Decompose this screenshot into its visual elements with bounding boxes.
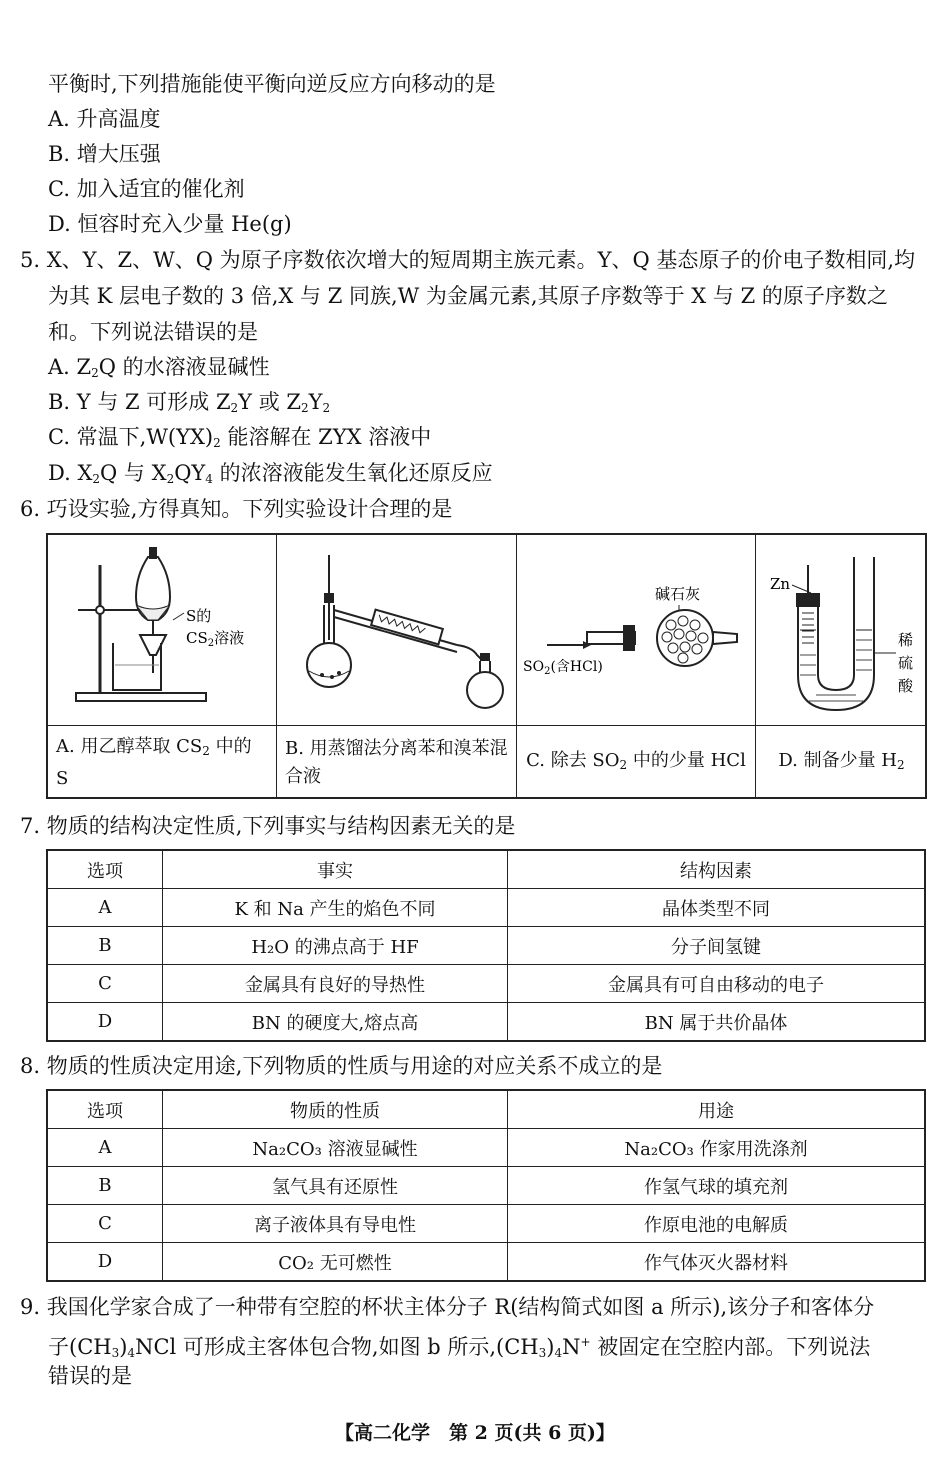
cell: BN 的硬度大,熔点高	[163, 1003, 508, 1042]
label-soda-lime: 碱石灰	[655, 585, 701, 603]
distillation-diagram	[277, 535, 517, 725]
drying-tube-diagram	[517, 535, 756, 725]
header-property: 物质的性质	[163, 1090, 508, 1129]
label-zn: Zn	[770, 575, 791, 593]
cell: BN 属于共价晶体	[508, 1003, 926, 1042]
q5-option-c: C. 常温下$,W(YX)_2$ 能溶解在 ZYX 溶液中	[48, 425, 432, 450]
header-structure: 结构因素	[508, 850, 926, 889]
cell: 分子间氢键	[508, 927, 926, 965]
caption-a: A. 用乙醇萃取 $CS_2$ 中的 S	[48, 725, 277, 799]
q9-stem-line1: 9. 我国化学家合成了一种带有空腔的杯状主体分子 R(结构简式如图 a 所示),该分子和客体分	[20, 1295, 875, 1319]
q5-option-b: B. Y 与 Z 可形成 $Z_2Y$ 或 $Z_2Y_2$	[48, 390, 331, 415]
cell: 金属具有可自由移动的电子	[508, 965, 926, 1003]
cell: H₂O 的沸点高于 HF	[163, 927, 508, 965]
apparatus-d-cell	[756, 535, 927, 725]
apparatus-c-cell	[517, 535, 756, 725]
table-row	[47, 1129, 925, 1167]
table-header-row	[47, 1090, 925, 1129]
separatory-funnel-diagram	[48, 535, 277, 725]
q7-table	[46, 849, 926, 1042]
cell: C	[47, 1205, 163, 1243]
cell: 作气体灭火器材料	[508, 1243, 926, 1282]
label-dilute: 稀	[898, 631, 914, 649]
table-row	[47, 1003, 925, 1042]
cell: Na₂CO₃ 溶液显碱性	[163, 1129, 508, 1167]
header-option: 选项	[47, 850, 163, 889]
cell: 离子液体具有导电性	[163, 1205, 508, 1243]
q8-table	[46, 1089, 926, 1282]
cell: A	[47, 889, 163, 927]
cell: Na₂CO₃ 作家用洗涤剂	[508, 1129, 926, 1167]
cell: CO₂ 无可燃性	[163, 1243, 508, 1282]
label-cs2-solution: $CS_2$溶液	[186, 629, 245, 649]
caption-d: D. 制备少量 $H_2$	[756, 725, 927, 799]
q5-option-a: A. $Z_2Q$ 的水溶液显碱性	[48, 355, 270, 380]
u-tube-diagram	[756, 535, 927, 725]
cell: 作氢气球的填充剂	[508, 1167, 926, 1205]
q5-stem-line1: 5. X、Y、Z、W、Q 为原子序数依次增大的短周期主族元素。Y、Q 基态原子的价电子数相同,均	[20, 248, 916, 272]
table-row	[47, 1205, 925, 1243]
table-row	[47, 1243, 925, 1282]
cell: D	[47, 1003, 163, 1042]
caption-c: C. 除去 $SO_2$ 中的少量 HCl	[517, 725, 756, 799]
cell: K 和 Na 产生的焰色不同	[163, 889, 508, 927]
table-row	[47, 927, 925, 965]
q6-apparatus-table	[46, 533, 927, 799]
cell: 金属具有良好的导热性	[163, 965, 508, 1003]
q4-option-a: A. 升高温度	[48, 107, 161, 131]
q8-stem: 8. 物质的性质决定用途,下列物质的性质与用途的对应关系不成立的是	[20, 1054, 663, 1078]
q5-stem-line3: 和。下列说法错误的是	[48, 320, 258, 344]
q4-stem: 平衡时,下列措施能使平衡向逆反应方向移动的是	[48, 72, 496, 96]
apparatus-a-cell	[48, 535, 277, 725]
q9-stem-line3: 错误的是	[48, 1364, 132, 1388]
table-row	[47, 965, 925, 1003]
table-header-row	[47, 850, 925, 889]
cell: 作原电池的电解质	[508, 1205, 926, 1243]
label-acid: 酸	[898, 677, 914, 695]
q4-option-d: D. 恒容时充入少量 He(g)	[48, 212, 292, 236]
cell: D	[47, 1243, 163, 1282]
cell: 晶体类型不同	[508, 889, 926, 927]
q7-stem: 7. 物质的结构决定性质,下列事实与结构因素无关的是	[20, 814, 516, 838]
q6-stem: 6. 巧设实验,方得真知。下列实验设计合理的是	[20, 497, 453, 521]
apparatus-b-cell	[277, 535, 517, 725]
label-so2-hcl: $SO_2$(含HCl)	[523, 659, 603, 677]
header-option: 选项	[47, 1090, 163, 1129]
page-footer: 【高二化学 第 2 页(共 6 页)】	[335, 1422, 615, 1444]
table-row	[47, 1167, 925, 1205]
cell: C	[47, 965, 163, 1003]
label-sulfuric: 硫	[898, 654, 914, 672]
cell: B	[47, 1167, 163, 1205]
cell: B	[47, 927, 163, 965]
q9-stem-line2: 子$(CH_3)_4NCl$ 可形成主客体包合物,如图 b 所示$,(CH_3)_4N^+$ 被固定在空腔内部。下列说法	[48, 1335, 871, 1360]
header-fact: 事实	[163, 850, 508, 889]
q4-option-c: C. 加入适宜的催化剂	[48, 177, 245, 201]
q5-option-d: D. $X_2Q$ 与 $X_2QY_4$ 的浓溶液能发生氧化还原反应	[48, 461, 493, 486]
q4-option-b: B. 增大压强	[48, 142, 161, 166]
q5-stem-line2: 为其 K 层电子数的 3 倍,X 与 Z 同族,W 为金属元素,其原子序数等于 X 与 Z 的原子序数之	[48, 284, 888, 308]
cell: A	[47, 1129, 163, 1167]
table-row	[47, 889, 925, 927]
label-s: S的	[186, 607, 212, 625]
cell: 氢气具有还原性	[163, 1167, 508, 1205]
caption-b: B. 用蒸馏法分离苯和溴苯混合液	[277, 725, 517, 799]
header-use: 用途	[508, 1090, 926, 1129]
